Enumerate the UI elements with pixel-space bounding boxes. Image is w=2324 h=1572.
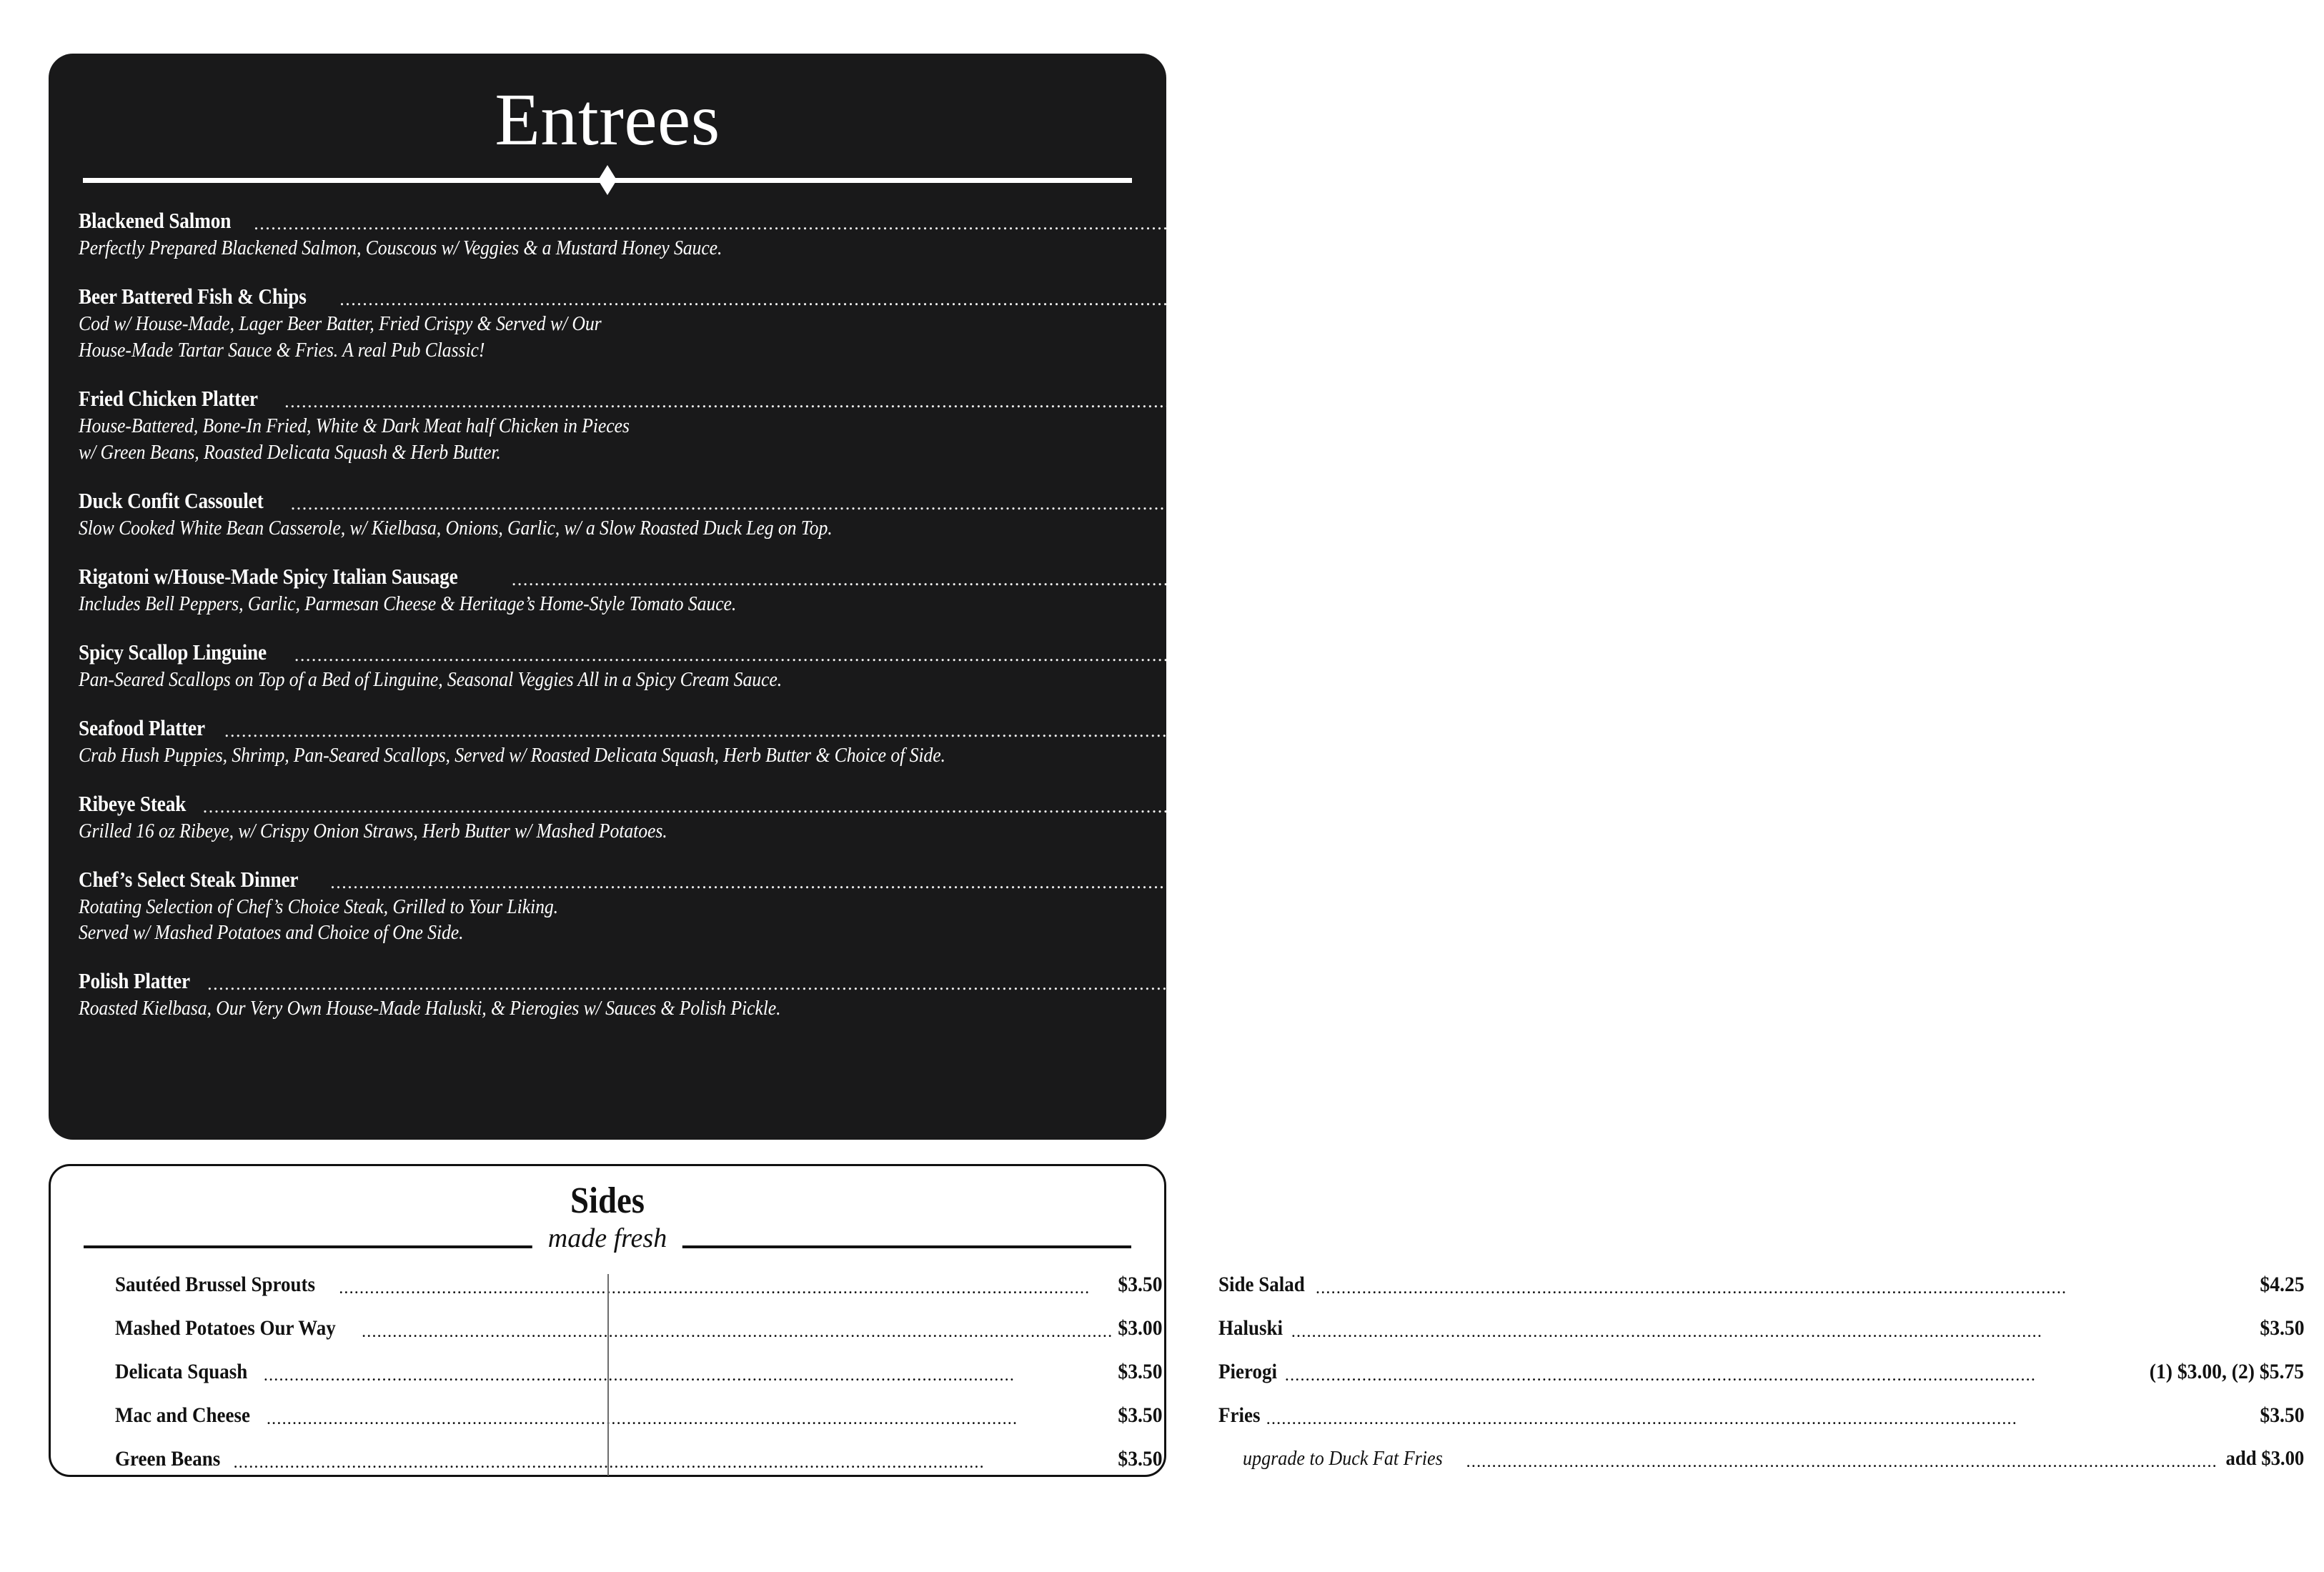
entree-price: Market Price <box>1591 866 1705 892</box>
side-item-name: Side Salad <box>1218 1272 1305 1296</box>
dot-leader <box>264 1371 1113 1380</box>
entree-name-price-row <box>79 487 1601 514</box>
entree-description <box>79 236 1052 262</box>
entree-name-price-row <box>79 968 1517 994</box>
side-item-name: Haluski <box>1218 1315 1283 1340</box>
entree-description <box>79 667 1052 694</box>
entree-item <box>79 968 1517 1023</box>
entree-description-line: w/ Green Beans, Roasted Delicata Squash & Herb Butter. <box>79 441 501 464</box>
entree-name: Blackened Salmon <box>79 208 232 233</box>
entree-description-line: Roasted Kielbasa, Our Very Own House-Made Haluski, & Pierogies w/ Sauces & Polish Pickle. <box>79 998 781 1020</box>
entree-name: Rigatoni w/House-Made Spicy Italian Sausage <box>79 563 458 589</box>
sides-title: Sides <box>570 1180 645 1221</box>
entree-name-price-row <box>79 385 1594 412</box>
dot-leader <box>339 1284 1113 1293</box>
entree-item <box>79 487 1601 542</box>
entree-name-price-row <box>79 790 1512 817</box>
entree-name-price-row <box>79 563 1822 590</box>
side-item-name: Sautéed Brussel Sprouts <box>115 1272 316 1296</box>
side-item-name: Delicata Squash <box>115 1359 248 1383</box>
dot-leader <box>1285 1371 2135 1380</box>
side-item-row <box>1218 1403 2304 1428</box>
entree-price: $21.95 <box>1545 487 1601 513</box>
side-item-price: $3.50 <box>2260 1403 2305 1427</box>
entree-price: $13.95 <box>1766 563 1822 589</box>
side-item-row <box>115 1273 1163 1297</box>
side-item-row <box>115 1403 1163 1428</box>
dot-leader <box>284 397 1531 407</box>
side-item-name: Green Beans <box>115 1446 221 1471</box>
entree-description-line: Served w/ Mashed Potatoes and Choice of One Side. <box>79 922 464 945</box>
entree-description-line: Perfectly Prepared Blackened Salmon, Couscous w/ Veggies & a Mustard Honey Sauce. <box>79 237 722 259</box>
entree-name: Ribeye Steak <box>79 790 187 816</box>
entree-description-line: Pan-Seared Scallops on Top of a Bed of Linguine, Seasonal Veggies All in a Spicy Cream Sauce. <box>79 668 783 691</box>
entree-description-line: Slow Cooked White Bean Casserole, w/ Kielbasa, Onions, Garlic, w/ a Slow Roasted Duck Leg on Top. <box>79 517 833 539</box>
entree-description-line: Rotating Selection of Chef’s Choice Steak, Grilled to Your Liking. <box>79 895 559 918</box>
side-item-price: $4.25 <box>2260 1272 2305 1296</box>
entree-name: Seafood Platter <box>79 715 205 740</box>
entree-price: $15.95 <box>1594 283 1649 309</box>
entree-price: $19.95 <box>1508 208 1564 233</box>
dot-leader <box>207 979 1454 989</box>
side-item-row <box>115 1316 1163 1340</box>
dot-leader <box>1266 1415 2255 1423</box>
sides-right-column <box>1184 1273 2324 1471</box>
entree-name-price-row <box>79 283 1649 309</box>
side-item-price: add $3.00 <box>2225 1446 2305 1470</box>
entree-name: Polish Platter <box>79 968 190 994</box>
entree-item <box>79 715 1534 770</box>
side-item-row <box>1218 1316 2304 1340</box>
sides-column-divider <box>607 1274 609 1476</box>
diamond-icon <box>598 165 617 195</box>
entree-price: $13.95 <box>1539 385 1594 411</box>
sides-header <box>78 1182 1137 1257</box>
dot-leader <box>203 802 1449 812</box>
entree-item <box>79 208 1564 262</box>
entree-name: Chef’s Select Steak Dinner <box>79 866 299 892</box>
dot-leader <box>291 499 1537 509</box>
entree-name-price-row <box>79 208 1564 234</box>
entree-description-line: House-Made Tartar Sauce & Fries. A real Pub Classic! <box>79 339 485 362</box>
entree-item <box>79 866 1705 947</box>
sides-columns <box>78 1272 2305 1471</box>
entree-item <box>79 283 1649 364</box>
entree-description-line: Cod w/ House-Made, Lager Beer Batter, Fried Crispy & Served w/ Our <box>79 312 602 335</box>
entrees-panel <box>49 54 1822 1140</box>
entree-description-line: Includes Bell Peppers, Garlic, Parmesan Cheese & Heritage’s Home-Style Tomato Sauce. <box>79 592 737 615</box>
side-item-row <box>115 1447 1163 1471</box>
entree-description-line: Grilled 16 oz Ribeye, w/ Crispy Onion Straws, Herb Butter w/ Mashed Potatoes. <box>79 820 667 842</box>
entree-name: Fried Chicken Platter <box>79 385 258 411</box>
entree-description <box>79 592 1052 618</box>
side-item-price: $3.50 <box>2260 1315 2305 1340</box>
entree-price: $27.95 <box>1479 715 1534 740</box>
dot-leader <box>362 1328 1113 1336</box>
dot-leader <box>330 877 1576 887</box>
side-item-row <box>115 1360 1163 1384</box>
entree-price: $38.95 <box>1457 790 1512 816</box>
entree-description <box>79 996 1052 1023</box>
dot-leader <box>234 1458 1113 1467</box>
side-item-name: upgrade to Duck Fat Fries <box>1242 1446 1443 1470</box>
entree-description <box>79 819 1052 845</box>
entree-name-price-row <box>79 639 1604 665</box>
entree-item <box>79 385 1594 467</box>
entree-price: $18.95 <box>1549 639 1604 665</box>
dot-leader <box>294 650 1541 660</box>
title-divider <box>83 174 1132 186</box>
entree-description <box>79 516 1052 542</box>
side-item-price: $3.50 <box>1118 1403 1163 1427</box>
entree-name-price-row <box>79 866 1705 892</box>
side-item-name: Mashed Potatoes Our Way <box>115 1315 336 1340</box>
sides-card <box>49 1164 2305 1477</box>
entree-name: Spicy Scallop Linguine <box>79 639 267 665</box>
side-item-name: Pierogi <box>1218 1359 1277 1383</box>
entree-price: $13.95 <box>1461 968 1517 994</box>
entrees-list <box>79 208 1822 1023</box>
dot-leader <box>1466 1458 2218 1466</box>
entree-description <box>79 895 1052 947</box>
side-item-price: (1) $3.00, (2) $5.75 <box>2149 1359 2305 1383</box>
side-item-price: $3.50 <box>1118 1272 1163 1296</box>
entree-description-line: House-Battered, Bone-In Fried, White & Dark Meat half Chicken in Pieces <box>79 414 630 437</box>
entree-name-price-row <box>79 715 1534 741</box>
dot-leader <box>267 1415 1113 1423</box>
dot-leader <box>339 294 1586 304</box>
entree-description <box>79 414 1052 467</box>
dot-leader <box>254 219 1500 229</box>
page-title: Entrees <box>495 79 720 161</box>
side-upgrade-row <box>1218 1447 2304 1471</box>
side-item-price: $3.00 <box>1118 1315 1163 1340</box>
entree-name: Beer Battered Fish & Chips <box>79 283 307 309</box>
side-item-price: $3.50 <box>1118 1359 1163 1383</box>
side-item-price: $3.50 <box>1118 1446 1163 1471</box>
dot-leader <box>1291 1328 2255 1336</box>
sides-subtitle: made fresh <box>532 1223 682 1255</box>
dot-leader <box>1316 1284 2255 1293</box>
entree-description <box>79 312 1052 364</box>
entree-item <box>79 639 1604 694</box>
dot-leader <box>512 574 1758 584</box>
entree-description <box>79 743 1052 770</box>
side-item-row <box>1218 1360 2304 1384</box>
dot-leader <box>224 726 1471 736</box>
side-item-name: Fries <box>1218 1403 1261 1427</box>
entree-description-line: Crab Hush Puppies, Shrimp, Pan-Seared Scallops, Served w/ Roasted Delicata Squash, Herb Butter & Choice of Side. <box>79 744 945 767</box>
sides-left-column <box>78 1273 1184 1471</box>
side-item-name: Mac and Cheese <box>115 1403 250 1427</box>
entree-item <box>79 563 1822 618</box>
entree-item <box>79 790 1512 845</box>
sides-subtitle-row <box>78 1221 1137 1257</box>
entree-name: Duck Confit Cassoulet <box>79 487 264 513</box>
side-item-row <box>1218 1273 2304 1297</box>
